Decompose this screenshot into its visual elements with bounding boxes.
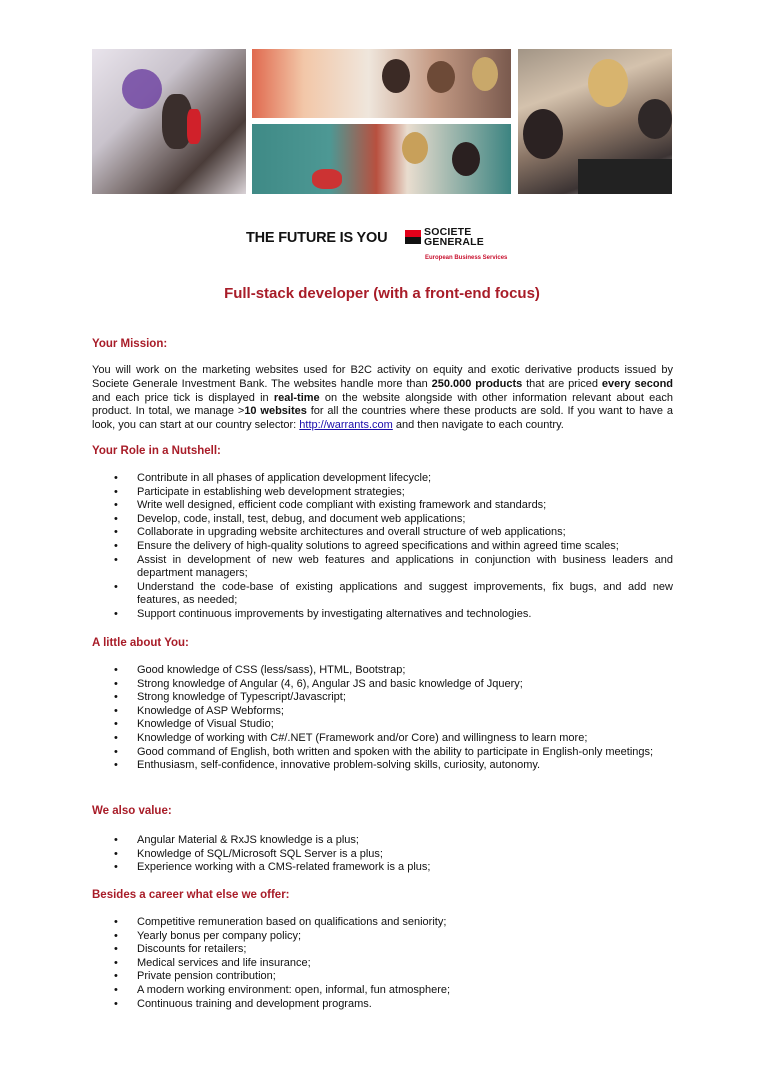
- logo-tagline: THE FUTURE IS YOU: [246, 230, 388, 246]
- list-item: • Competitive remuneration based on qualifications and seniority;: [92, 916, 673, 930]
- list-item: • Understand the code-base of existing applications and suggest improvements, fix bugs, and add new features, as needed;: [92, 581, 673, 608]
- list-item: • Private pension contribution;: [92, 970, 673, 984]
- offer-list: [92, 916, 673, 1011]
- list-item: • Continuous training and development programs.: [92, 998, 673, 1012]
- list-item: • Enthusiasm, self-confidence, innovative problem-solving skills, curiosity, autonomy.: [92, 759, 673, 773]
- list-item: • Develop, code, install, test, debug, and document web applications;: [92, 513, 673, 527]
- logo-subtitle: European Business Services: [425, 255, 508, 261]
- list-item: • Assist in development of new web features and applications in conjunction with business leaders and department managers;: [92, 554, 673, 581]
- list-item: • Yearly bonus per company policy;: [92, 930, 673, 944]
- list-item: • Medical services and life insurance;: [92, 957, 673, 971]
- logo-brand: SOCIETE GENERALE: [424, 226, 484, 248]
- header-photo-meeting: [252, 124, 511, 194]
- value-list: [92, 834, 673, 875]
- list-item: • Ensure the delivery of high-quality solutions to agreed specifications and within agreed time scales;: [92, 540, 673, 554]
- warrants-link[interactable]: http://warrants.com: [299, 419, 393, 432]
- list-item: • Knowledge of working with C#/.NET (Framework and/or Core) and willingness to learn more;: [92, 732, 673, 746]
- list-item: • Strong knowledge of Angular (4, 6), Angular JS and basic knowledge of Jquery;: [92, 678, 673, 692]
- logo-mark-icon: [405, 230, 421, 244]
- value-heading: We also value:: [92, 805, 172, 817]
- list-item: • Good knowledge of CSS (less/sass), HTML, Bootstrap;: [92, 664, 673, 678]
- list-item: • A modern working environment: open, informal, fun atmosphere;: [92, 984, 673, 998]
- list-item: • Knowledge of SQL/Microsoft SQL Server is a plus;: [92, 848, 673, 862]
- list-item: • Knowledge of Visual Studio;: [92, 718, 673, 732]
- role-list: [92, 472, 673, 622]
- list-item: • Strong knowledge of Typescript/Javascript;: [92, 691, 673, 705]
- header-photo-team: [252, 49, 511, 118]
- list-item: • Collaborate in upgrading website architectures and overall structure of web applications;: [92, 526, 673, 540]
- about-list: [92, 664, 673, 773]
- header-photo-desk: [518, 49, 672, 194]
- list-item: • Experience working with a CMS-related framework is a plus;: [92, 861, 673, 875]
- list-item: • Contribute in all phases of application development lifecycle;: [92, 472, 673, 486]
- role-heading: Your Role in a Nutshell:: [92, 445, 221, 457]
- page-title: Full-stack developer (with a front-end focus): [224, 285, 540, 302]
- list-item: • Support continuous improvements by investigating alternatives and technologies.: [92, 608, 673, 622]
- header-photo-office: [92, 49, 246, 194]
- about-heading: A little about You:: [92, 637, 189, 649]
- list-item: • Discounts for retailers;: [92, 943, 673, 957]
- mission-paragraph: You will work on the marketing websites used for B2C activity on equity and exotic derivative products issued by Societe Generale Investment Bank. The websites handle more than 250.000 products that are priced every second and each price tick is displayed in real-time on the website alongside with other information relevant about each product. In total, we manage >10 websites for all the countries where these products are sold. If you want to have a look, you can start at our country selector: http://warrants.com and then navigate to each country.: [92, 364, 674, 432]
- list-item: • Participate in establishing web development strategies;: [92, 486, 673, 500]
- list-item: • Good command of English, both written and spoken with the ability to participate in English-only meetings;: [92, 746, 673, 760]
- list-item: • Angular Material & RxJS knowledge is a plus;: [92, 834, 673, 848]
- list-item: • Write well designed, efficient code compliant with existing framework and standards;: [92, 499, 673, 513]
- mission-heading: Your Mission:: [92, 338, 168, 350]
- list-item: • Knowledge of ASP Webforms;: [92, 705, 673, 719]
- offer-heading: Besides a career what else we offer:: [92, 889, 290, 901]
- company-logo: [246, 226, 526, 268]
